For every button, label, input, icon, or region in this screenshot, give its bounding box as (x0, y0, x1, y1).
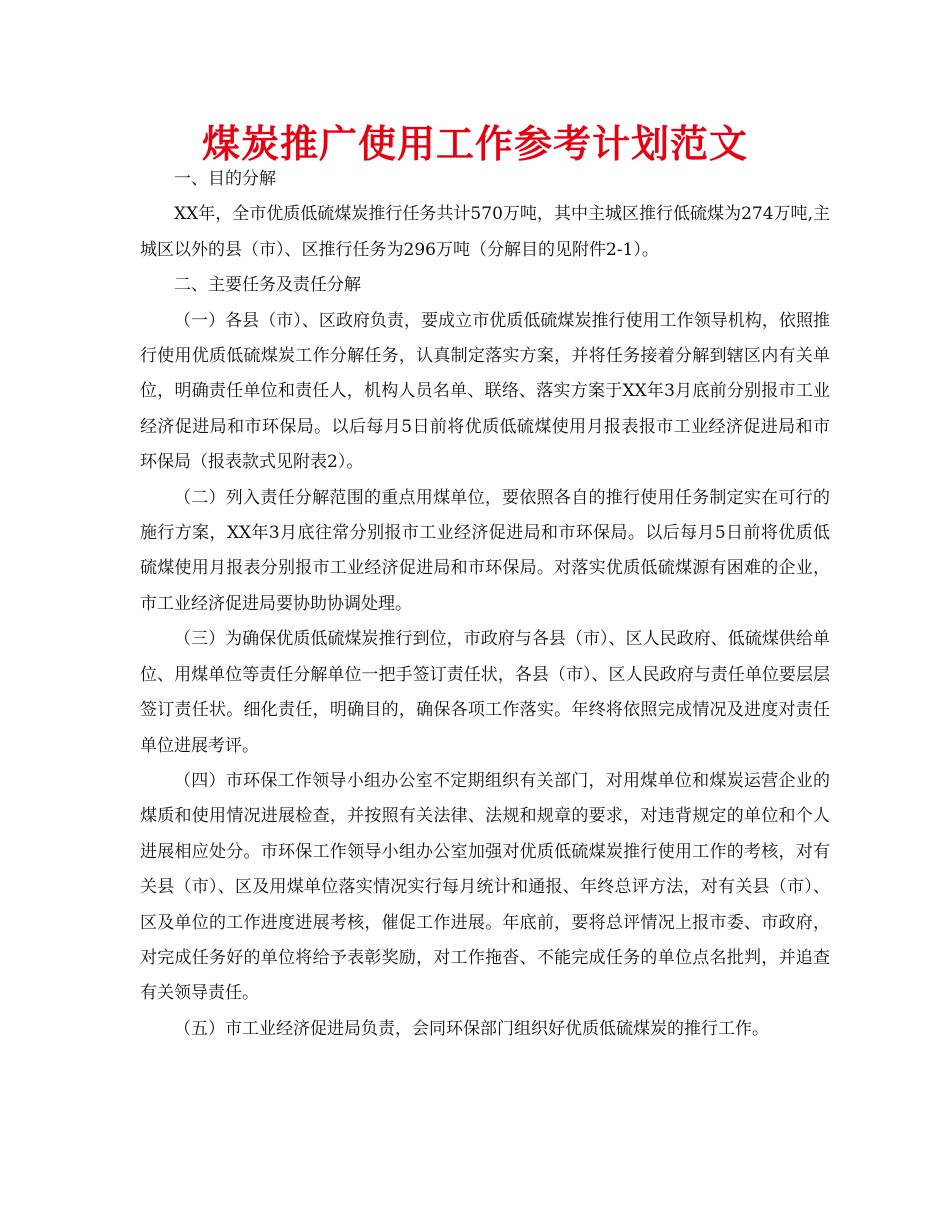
paragraph: （三）为确保优质低硫煤炭推行到位，市政府与各县（市）、区人民政府、低硫煤供给单位、用煤单位等责任分解单位一把手签订责任状，各县（市）、区人民政府与责任单位要层层签订责任状。细化责任，明确目的，确保各项工作落实。年终将依照完成情况及进度对责任单位进展考评。 (140, 629, 830, 756)
paragraph: （五）市工业经济促进局负责，会同环保部门组织好优质低硫煤炭的推行工作。 (174, 1018, 769, 1039)
paragraph: （一）各县（市）、区政府负责，要成立市优质低硫煤炭推行使用工作领导机构，依照推行使用优质低硫煤炭工作分解任务，认真制定落实方案，并将任务接着分解到辖区内有关单位，明确责任单位和责任人，机构人员名单、联络、落实方案于XX年3月底前分别报市工业经济促进局和市环保局。以后每月5日前将优质低硫煤使用月报表报市工业经济促进局和市环保局（报表款式见附表2）。 (140, 310, 830, 473)
section-heading-1: 一、目的分解 (174, 169, 276, 189)
paragraph: （二）列入责任分解范围的重点用煤单位，要依照各自的推行使用任务制定实在可行的施行方案，XX年3月底往常分别报市工业经济促进局和市环保局。以后每月5日前将优质低硫煤使用月报表分别报市工业经济促进局和市环保局。对落实优质低硫煤源有困难的企业，市工业经济促进局要协助协调处理。 (140, 487, 830, 614)
section-heading-2: 二、主要任务及责任分解 (174, 275, 361, 296)
document-body (140, 162, 830, 1047)
paragraph: XX年，全市优质低硫煤炭推行任务共计570万吨，其中主城区推行低硫煤为274万吨,主城区以外的县（市）、区推行任务为296万吨（分解目的见附件2-1）。 (140, 204, 830, 260)
document-title: 煤炭推广使用工作参考计划范文 (201, 122, 748, 166)
paragraph: （四）市环保工作领导小组办公室不定期组织有关部门，对用煤单位和煤炭运营企业的煤质和使用情况进展检查，并按照有关法律、法规和规章的要求，对违背规定的单位和个人进展相应处分。市环保工作领导小组办公室加强对优质低硫煤炭推行使用工作的考核，对有关县（市）、区及用煤单位落实情况实行每月统计和通报、年终总评方法，对有关县（市）、区及单位的工作进度进展考核，催促工作进展。年底前，要将总评情况上报市委、市政府，对完成任务好的单位将给予表彰奖励，对工作拖沓、不能完成任务的单位点名批判，并追查有关领导责任。 (140, 770, 830, 1004)
